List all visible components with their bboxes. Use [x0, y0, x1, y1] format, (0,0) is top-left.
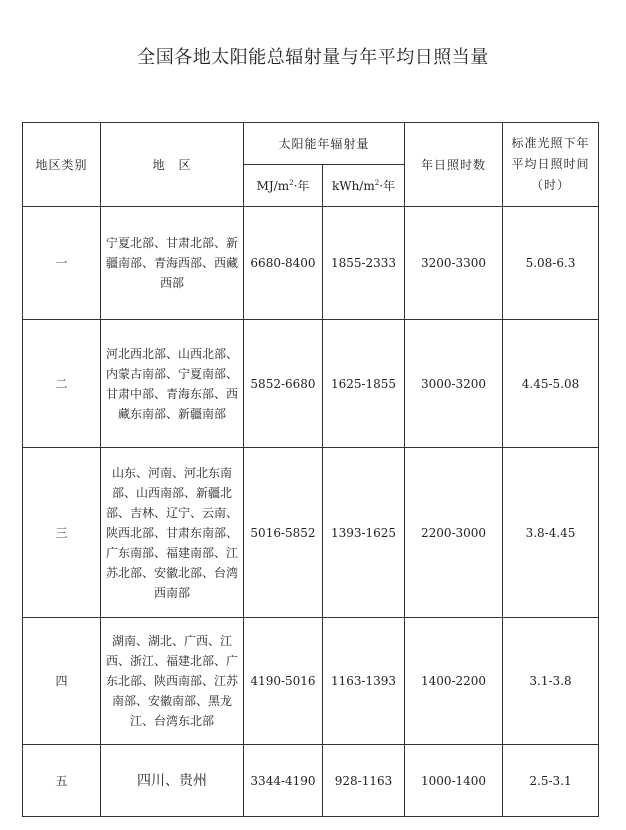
- hours-cell: 3000-3200: [405, 320, 503, 448]
- hours-cell: 3200-3300: [405, 207, 503, 320]
- std-cell: 5.08-6.3: [503, 207, 599, 320]
- kwh-cell: 1625-1855: [323, 320, 405, 448]
- unit-mj-prefix: MJ/m: [256, 178, 290, 193]
- category-cell: 一: [23, 207, 101, 320]
- hours-cell: 2200-3000: [405, 448, 503, 618]
- header-unit-mj: [244, 165, 323, 207]
- hours-cell: 1400-2200: [405, 618, 503, 745]
- unit-mj-sup: 2: [289, 178, 294, 187]
- std-cell: 4.45-5.08: [503, 320, 599, 448]
- unit-kwh-sup: 2: [374, 178, 380, 187]
- header-region: 地 区: [101, 123, 244, 207]
- std-cell: 3.1-3.8: [503, 618, 599, 745]
- solar-radiation-table: [22, 122, 599, 817]
- region-cell: 山东、河南、河北东南部、山西南部、新疆北部、吉林、辽宁、云南、陕西北部、甘肃东南部、广东南部、福建南部、江苏北部、安徽北部、台湾西南部: [101, 448, 244, 618]
- region-cell: 宁夏北部、甘肃北部、新疆南部、青海西部、西藏西部: [101, 207, 244, 320]
- header-category: 地区类别: [23, 123, 101, 207]
- header-std-light: 标准光照下年平均日照时间（时）: [503, 123, 599, 207]
- unit-kwh-prefix: kWh/m: [331, 178, 375, 193]
- kwh-cell: 1163-1393: [323, 618, 405, 745]
- table-row: [23, 618, 599, 745]
- mj-cell: 5016-5852: [244, 448, 323, 618]
- table-row: [23, 320, 599, 448]
- region-cell: 河北西北部、山西北部、内蒙古南部、宁夏南部、甘肃中部、青海东部、西藏东南部、新疆南部: [101, 320, 244, 448]
- kwh-cell: 928-1163: [323, 745, 405, 817]
- header-radiation: 太阳能年辐射量: [244, 123, 405, 165]
- table-row: [23, 745, 599, 817]
- header-sunshine-hours: 年日照时数: [405, 123, 503, 207]
- region-cell: 湖南、湖北、广西、江西、浙江、福建北部、广东北部、陕西南部、江苏南部、安徽南部、黑龙江、台湾东北部: [101, 618, 244, 745]
- kwh-cell: 1855-2333: [323, 207, 405, 320]
- category-cell: 二: [23, 320, 101, 448]
- hours-cell: 1000-1400: [405, 745, 503, 817]
- category-cell: 五: [23, 745, 101, 817]
- page-title: 全国各地太阳能总辐射量与年平均日照当量: [137, 47, 489, 68]
- unit-kwh-suffix: ·年: [379, 178, 396, 193]
- category-cell: 三: [23, 448, 101, 618]
- table-row: [23, 448, 599, 618]
- mj-cell: 6680-8400: [244, 207, 323, 320]
- kwh-cell: 1393-1625: [323, 448, 405, 618]
- table-row: [23, 207, 599, 320]
- std-cell: 2.5-3.1: [503, 745, 599, 817]
- mj-cell: 4190-5016: [244, 618, 323, 745]
- category-cell: 四: [23, 618, 101, 745]
- region-cell: 四川、贵州: [101, 745, 244, 817]
- std-cell: 3.8-4.45: [503, 448, 599, 618]
- mj-cell: 5852-6680: [244, 320, 323, 448]
- unit-mj-suffix: ·年: [293, 178, 310, 193]
- header-row: [23, 123, 599, 165]
- header-unit-kwh: [323, 165, 405, 207]
- mj-cell: 3344-4190: [244, 745, 323, 817]
